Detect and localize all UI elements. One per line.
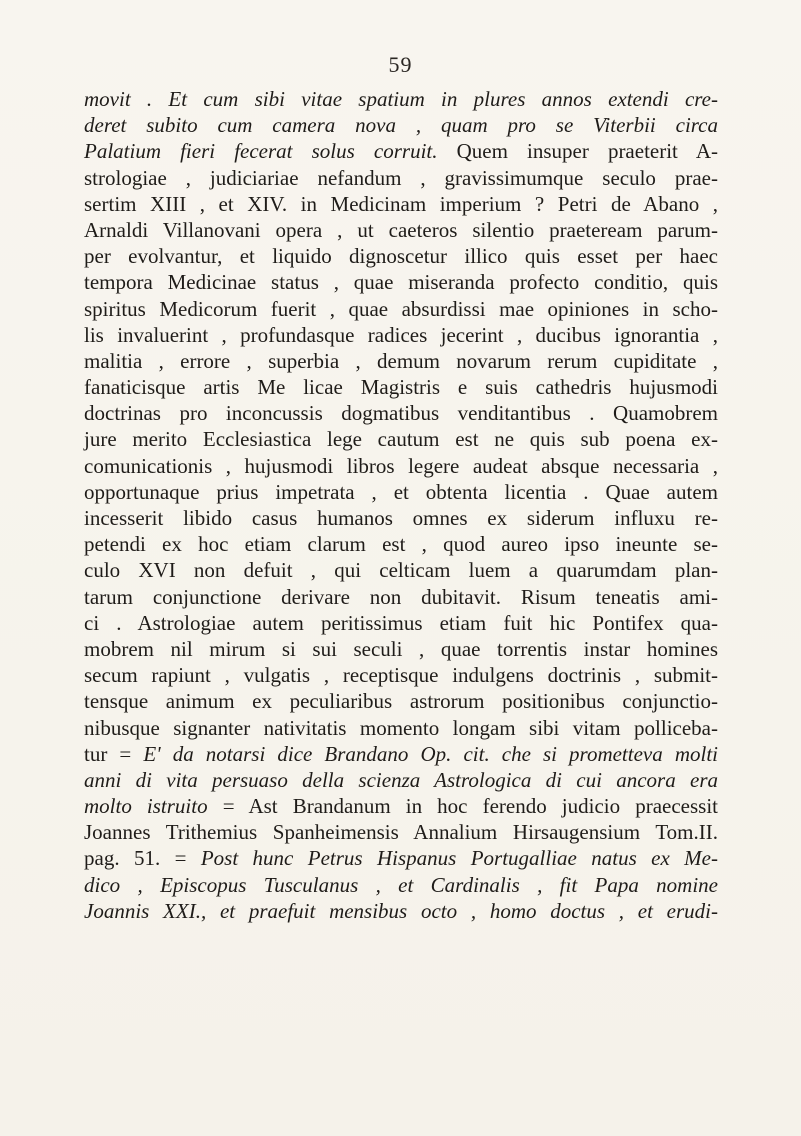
roman-text: sertim XIII , et XIV. in Medicinam imperium ? Petri de Abano , bbox=[84, 191, 718, 216]
text-line bbox=[84, 426, 718, 452]
roman-text: incesserit libido casus humanos omnes ex siderum influxu re- bbox=[84, 506, 718, 530]
text-line bbox=[84, 688, 718, 714]
roman-text: tur = bbox=[84, 741, 144, 766]
text-line bbox=[84, 374, 718, 400]
italic-text: molto istruito bbox=[84, 794, 208, 819]
roman-text: tarum conjunctione derivare non dubitavit. Risum teneatis ami- bbox=[84, 584, 718, 609]
text-line bbox=[84, 557, 718, 583]
italic-text: Palatium fieri fecerat solus corruit. bbox=[84, 139, 438, 164]
roman-text: doctrinas pro inconcussis dogmatibus venditantibus . Quamobrem bbox=[84, 401, 718, 426]
text-line bbox=[84, 217, 718, 243]
roman-text: secum rapiunt , vulgatis , receptisque indulgens doctrinis , submit- bbox=[84, 663, 718, 688]
italic-text: movit . Et cum sibi vitae spatium in plures annos extendi cre- bbox=[84, 87, 718, 111]
text-line bbox=[84, 898, 718, 924]
text-line bbox=[84, 767, 718, 793]
roman-text: opportunaque prius impetrata , et obtenta licentia . Quae autem bbox=[84, 479, 718, 504]
text-line bbox=[84, 348, 718, 374]
roman-text: Arnaldi Villanovani opera , ut caeteros silentio praeteream parum- bbox=[84, 217, 718, 242]
italic-text: deret subito cum camera nova , quam pro se Viterbii circa bbox=[84, 113, 718, 138]
text-line bbox=[84, 662, 718, 688]
text-line bbox=[84, 819, 718, 845]
text-line bbox=[84, 243, 718, 269]
text-line bbox=[84, 531, 718, 557]
text-line bbox=[84, 715, 718, 741]
roman-text: = Ast Brandanum in hoc ferendo judicio praecessit bbox=[207, 794, 718, 819]
text-line bbox=[84, 584, 718, 610]
italic-text: anni di vita persuaso della scienza Astrologica di cui ancora era bbox=[84, 767, 718, 792]
roman-text: ci . Astrologiae autem peritissimus etiam fuit hic Pontifex qua- bbox=[84, 610, 718, 635]
page-number: 59 bbox=[388, 52, 413, 77]
roman-text: pag. 51. = bbox=[84, 846, 201, 871]
text-line bbox=[84, 296, 718, 322]
italic-text: Joannis XXI., et praefuit mensibus octo , homo doctus , et erudi- bbox=[84, 898, 718, 923]
text-line bbox=[84, 86, 718, 112]
roman-text: malitia , errore , superbia , demum novarum rerum cupiditate , bbox=[84, 348, 718, 373]
body-text bbox=[84, 86, 718, 924]
roman-text: strologiae , judiciariae nefandum , gravissimumque seculo prae- bbox=[84, 165, 718, 190]
text-line bbox=[84, 793, 718, 819]
roman-text: tempora Medicinae status , quae miseranda profecto conditio, quis bbox=[84, 270, 718, 295]
italic-text: dico , Episcopus Tusculanus , et Cardinalis , fit Papa nomine bbox=[84, 872, 718, 897]
roman-text: spiritus Medicorum fuerit , quae absurdissi mae opiniones in scho- bbox=[84, 296, 718, 321]
text-line bbox=[84, 872, 718, 898]
text-line bbox=[84, 741, 718, 767]
text-line bbox=[84, 165, 718, 191]
text-line bbox=[84, 191, 718, 217]
roman-text: culo XVI non defuit , qui celticam luem a quarumdam plan- bbox=[84, 558, 718, 583]
text-line bbox=[84, 636, 718, 662]
roman-text: Joannes Trithemius Spanheimensis Annalium Hirsaugensium Tom.II. bbox=[84, 820, 718, 845]
text-line bbox=[84, 400, 718, 426]
italic-text: Post hunc Petrus Hispanus Portugalliae natus ex Me- bbox=[200, 846, 718, 871]
roman-text: per evolvantur, et liquido dignoscetur illico quis esset per haec bbox=[84, 244, 718, 269]
text-line bbox=[84, 845, 718, 871]
roman-text: nibusque signanter nativitatis momento longam sibi vitam polliceba- bbox=[84, 715, 718, 740]
roman-text: tensque animum ex peculiaribus astrorum positionibus conjunctio- bbox=[84, 689, 718, 714]
text-line bbox=[84, 112, 718, 138]
roman-text: mobrem nil mirum si sui seculi , quae torrentis instar homines bbox=[84, 636, 718, 661]
text-line bbox=[84, 479, 718, 505]
text-line bbox=[84, 269, 718, 295]
text-line bbox=[84, 322, 718, 348]
roman-text: Quem insuper praeterit A- bbox=[437, 139, 718, 164]
roman-text: petendi ex hoc etiam clarum est , quod aureo ipso ineunte se- bbox=[84, 532, 718, 557]
italic-text: E' da notarsi dice Brandano Op. cit. che si prometteva molti bbox=[143, 741, 718, 766]
text-line bbox=[84, 453, 718, 479]
text-line bbox=[84, 505, 718, 531]
roman-text: fanaticisque artis Me licae Magistris e suis cathedris hujusmodi bbox=[84, 375, 718, 400]
roman-text: lis invaluerint , profundasque radices jecerint , ducibus ignorantia , bbox=[84, 322, 718, 347]
roman-text: jure merito Ecclesiastica lege cautum est ne quis sub poena ex- bbox=[84, 427, 718, 452]
text-line bbox=[84, 610, 718, 636]
roman-text: comunicationis , hujusmodi libros legere audeat absque necessaria , bbox=[84, 453, 718, 478]
text-line bbox=[84, 138, 718, 164]
